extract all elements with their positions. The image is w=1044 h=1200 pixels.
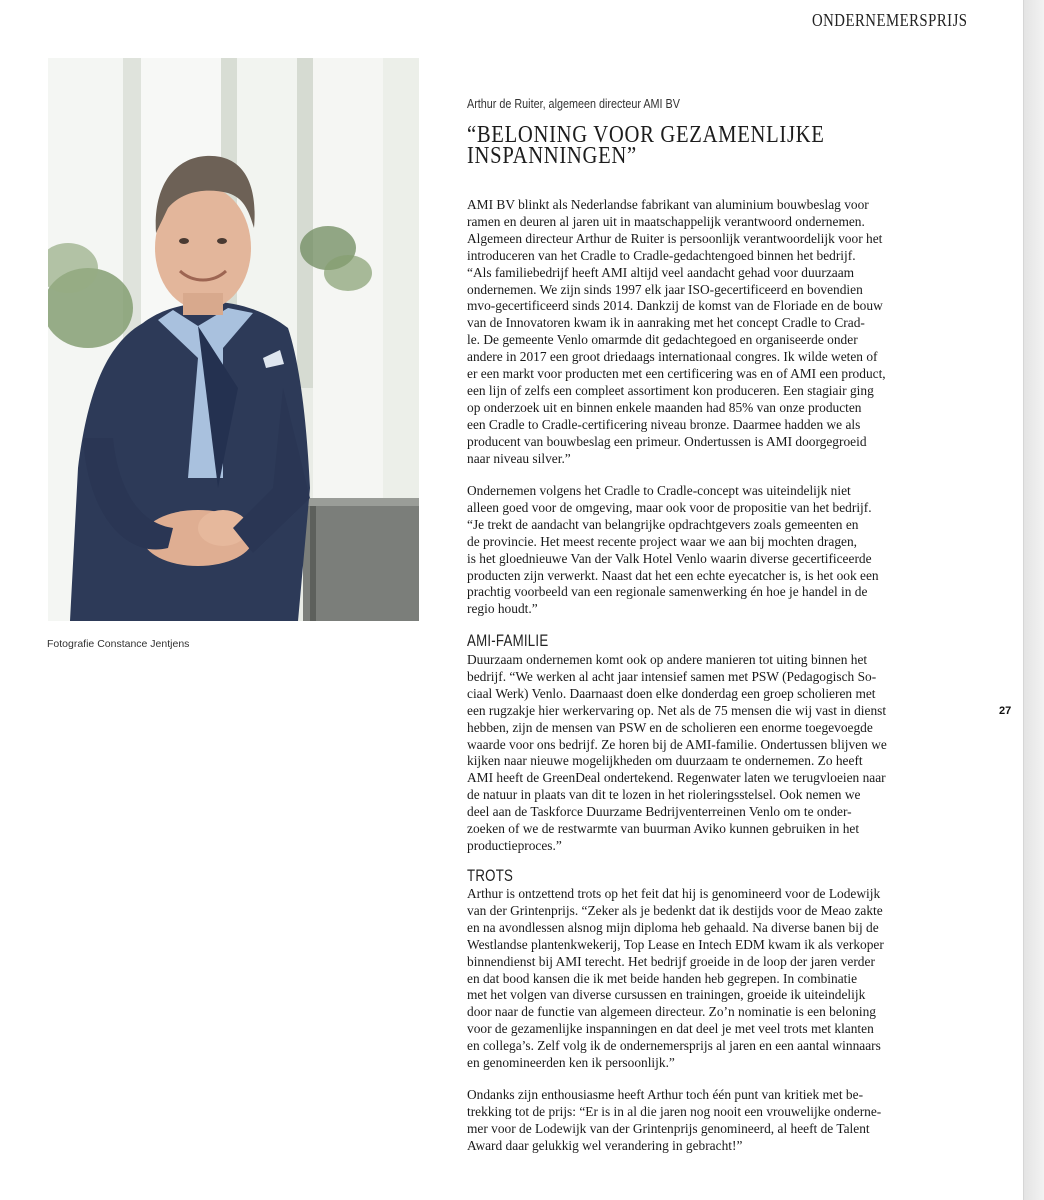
paragraph-concept: Ondernemen volgens het Cradle to Cradle-concept was uiteindelijk niet alleen goed voor de omgeving, maar ook voor de propositie van het bedrijf. “Je trekt de aandacht van belangrijke opdrachtgevers zoals gemeenten en de provincie. Het meest recente project waar we aan bij mochten dragen, is het gloednieuwe Van der Valk Hotel Venlo waarin diverse gecertificeerde producten zijn verwerkt. Naast dat het een echte eyecatcher is, is het ook een prachtig voorbeeld van een regionale samenwerking én hoe je handel in de regio houdt.” xyxy=(467,483,879,617)
section-label: ONDERNEMERSPRIJS xyxy=(812,10,968,30)
paragraph-intro: AMI BV blinkt als Nederlandse fabrikant van aluminium bouwbeslag voor ramen en deuren al jaren uit in maatschappelijk verantwoord ondernemen. Algemeen directeur Arthur de Ruiter is persoonlijk verantwoordelijk voor het introduceren van het Cradle to Cradle-gedachtengoed binnen het bedrijf. “Als familiebedrijf heeft AMI altijd veel aandacht gehad voor duurzaam ondernemen. We zijn sinds 1997 elk jaar ISO-gecertificeerd en bovendien mvo-gecertificeerd sinds 2014. Dankzij de komst van de Floriade en de bouw van de Innovatoren kwam ik in aanraking met het concept Cradle to Crad- le. De gemeente Venlo omarmde dit gedachtegoed en organiseerde onder andere in 2017 een groot driedaags internationaal congres. Ik wilde weten of er een markt voor producten met een certificering was en of AMI een product, een lijn of zelfs een compleet assortiment kon produceren. Een stagiair ging op onderzoek uit en binnen enkele maanden had 85% van onze producten een Cradle to Cradle-certificering niveau bronze. Daarmee hadden we als producent van bouwbeslag een primeur. Ondertussen is AMI doorgegroeid naar niveau silver.” xyxy=(467,197,886,466)
page-edge xyxy=(1023,0,1044,1200)
portrait-photo xyxy=(48,58,419,621)
portrait-illustration xyxy=(48,58,419,621)
photo-caption: Fotografie Constance Jentjens xyxy=(47,638,190,650)
paragraph-trots: Arthur is ontzettend trots op het feit dat hij is genomineerd voor de Lodewijk van der Grintenprijs. “Zeker als je bedenkt dat ik destijds voor de Meao zakte en na avondlessen alsnog mijn diploma heb gehaald. Na diverse banen bij de Westlandse plantenkwekerij, Top Lease en Intech EDM kwam ik als verkoper binnendienst bij AMI terecht. Het bedrijf groeide in de loop der jaren verder en dat bood kansen die ik met beide handen heb gegrepen. In combinatie met het volgen van diverse cursussen en trainingen, groeide ik uiteindelijk door naar de functie van algemeen directeur. Zo’n nominatie is een beloning voor de gezamenlijke inspanningen en dat deel je met veel trots met klanten en collega’s. Zelf volg ik de ondernemersprijs al jaren en een aantal winnaars en genomineerden ken ik persoonlijk.” xyxy=(467,886,884,1071)
article-headline: “BELONING VOOR GEZAMENLIJKE INSPANNINGEN” xyxy=(467,122,825,169)
paragraph-closing: Ondanks zijn enthousiasme heeft Arthur toch één punt van kritiek met be- trekking tot de prijs: “Er is in al die jaren nog nooit een vrouwelijke onderne- mer voor de Lodewijk van der Grintenprijs genomineerd, al heeft de Talent Award daar gelukkig wel verandering in gebracht!” xyxy=(467,1087,882,1153)
section-heading-ami-familie: AMI-FAMILIE xyxy=(467,631,549,650)
page-number: 27 xyxy=(999,705,1012,717)
article-subtitle: Arthur de Ruiter, algemeen directeur AMI BV xyxy=(467,96,680,111)
paragraph-ami-familie: Duurzaam ondernemen komt ook op andere manieren tot uiting binnen het bedrijf. “We werken al acht jaar intensief samen met PSW (Pedagogisch So- ciaal Werk) Venlo. Daarnaast doen elke donderdag een groep scholieren met een rugzakje hier werkervaring op. Net als de 75 mensen die wij vast in dienst hebben, zijn de mensen van PSW en de scholieren een enorme toegevoegde waarde voor ons bedrijf. Ze horen bij de AMI-familie. Ondertussen blijven we kijken naar nieuwe mogelijkheden om duurzaam te ondernemen. Zo heeft AMI heeft de GreenDeal ondertekend. Regenwater laten we terugvloeien naar de natuur in plaats van dit te lozen in het rioleringsstelsel. Ook nemen we deel aan de Taskforce Duurzame Bedrijventerreinen Venlo om te onder- zoeken of we de restwarmte van buurman Aviko kunnen gebruiken in het productieproces.” xyxy=(467,652,887,853)
section-heading-trots: TROTS xyxy=(467,866,514,885)
